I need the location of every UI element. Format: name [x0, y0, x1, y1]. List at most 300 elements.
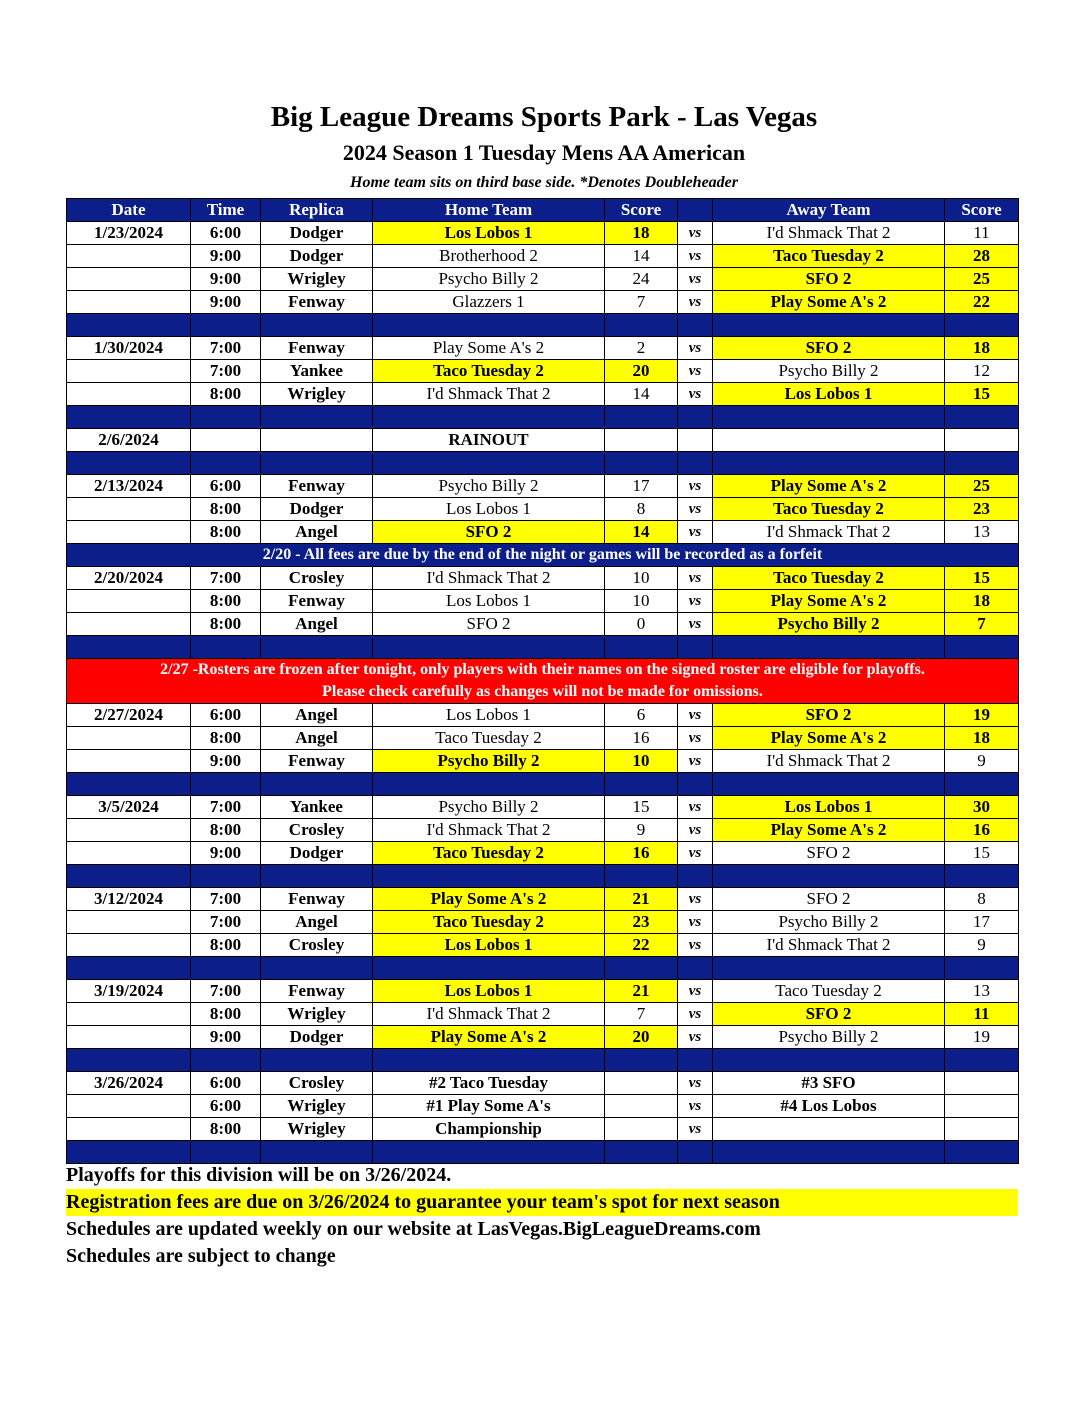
- separator-cell: [945, 773, 1019, 796]
- home-team-cell: SFO 2: [373, 613, 605, 636]
- separator-cell: [945, 957, 1019, 980]
- home-score-cell: 2: [605, 337, 678, 360]
- game-row: [67, 796, 1019, 819]
- separator-cell: [191, 452, 261, 475]
- separator-cell: [605, 865, 678, 888]
- separator-row: [67, 865, 1019, 888]
- game-row: [67, 1003, 1019, 1026]
- home-score-cell: 14: [605, 383, 678, 406]
- game-row: [67, 1118, 1019, 1141]
- away-score-cell: 11: [945, 1003, 1019, 1026]
- game-row: [67, 934, 1019, 957]
- page-title: Big League Dreams Sports Park - Las Vegas: [270, 101, 818, 133]
- game-row: [67, 383, 1019, 406]
- vs-cell: vs: [678, 819, 713, 842]
- away-score-cell: 9: [945, 934, 1019, 957]
- time-cell: 6:00: [191, 704, 261, 727]
- vs-cell: [678, 429, 713, 452]
- date-cell: [67, 498, 191, 521]
- home-score-cell: 6: [605, 704, 678, 727]
- away-team-cell: #4 Los Lobos: [713, 1095, 945, 1118]
- away-team-cell: [713, 429, 945, 452]
- vs-cell: vs: [678, 245, 713, 268]
- replica-cell: Fenway: [261, 980, 373, 1003]
- vs-cell: vs: [678, 291, 713, 314]
- date-cell: [67, 613, 191, 636]
- date-cell: [67, 750, 191, 773]
- game-row: [67, 337, 1019, 360]
- home-score-cell: 21: [605, 980, 678, 1003]
- away-team-cell: I'd Shmack That 2: [713, 934, 945, 957]
- away-score-cell: 15: [945, 567, 1019, 590]
- home-score-cell: [605, 1072, 678, 1095]
- away-team-cell: I'd Shmack That 2: [713, 222, 945, 245]
- away-team-cell: Psycho Billy 2: [713, 911, 945, 934]
- home-score-cell: 14: [605, 245, 678, 268]
- date-cell: [67, 1026, 191, 1049]
- home-score-cell: [605, 1095, 678, 1118]
- separator-cell: [678, 773, 713, 796]
- home-team-cell: #2 Taco Tuesday: [373, 1072, 605, 1095]
- vs-cell: vs: [678, 521, 713, 544]
- date-cell: [67, 842, 191, 865]
- replica-cell: Angel: [261, 727, 373, 750]
- separator-cell: [261, 452, 373, 475]
- home-team-cell: RAINOUT: [373, 429, 605, 452]
- away-team-cell: Taco Tuesday 2: [713, 245, 945, 268]
- away-team-cell: Play Some A's 2: [713, 291, 945, 314]
- away-team-cell: SFO 2: [713, 337, 945, 360]
- home-team-cell: I'd Shmack That 2: [373, 567, 605, 590]
- vs-cell: vs: [678, 911, 713, 934]
- date-cell: [67, 911, 191, 934]
- time-cell: 7:00: [191, 888, 261, 911]
- home-team-cell: Brotherhood 2: [373, 245, 605, 268]
- away-team-cell: Psycho Billy 2: [713, 1026, 945, 1049]
- date-cell: 2/6/2024: [67, 429, 191, 452]
- separator-cell: [67, 452, 191, 475]
- separator-cell: [945, 636, 1019, 659]
- date-cell: 3/26/2024: [67, 1072, 191, 1095]
- vs-cell: vs: [678, 727, 713, 750]
- game-row: [67, 727, 1019, 750]
- date-cell: [67, 521, 191, 544]
- separator-row: [67, 314, 1019, 337]
- away-score-cell: 22: [945, 291, 1019, 314]
- date-cell: 3/5/2024: [67, 796, 191, 819]
- away-score-cell: 17: [945, 911, 1019, 934]
- time-cell: 9:00: [191, 750, 261, 773]
- home-score-cell: 9: [605, 819, 678, 842]
- replica-cell: Angel: [261, 521, 373, 544]
- separator-cell: [373, 452, 605, 475]
- time-cell: 6:00: [191, 475, 261, 498]
- replica-cell: Crosley: [261, 1072, 373, 1095]
- separator-cell: [678, 406, 713, 429]
- home-score-cell: 16: [605, 727, 678, 750]
- replica-cell: Dodger: [261, 842, 373, 865]
- time-cell: 7:00: [191, 796, 261, 819]
- separator-cell: [191, 865, 261, 888]
- replica-cell: Fenway: [261, 888, 373, 911]
- home-team-cell: Los Lobos 1: [373, 498, 605, 521]
- replica-cell: Angel: [261, 613, 373, 636]
- separator-cell: [261, 314, 373, 337]
- separator-cell: [373, 636, 605, 659]
- game-row: [67, 613, 1019, 636]
- away-team-cell: #3 SFO: [713, 1072, 945, 1095]
- replica-cell: Wrigley: [261, 268, 373, 291]
- separator-cell: [67, 636, 191, 659]
- replica-cell: Crosley: [261, 567, 373, 590]
- game-row: [67, 498, 1019, 521]
- vs-cell: vs: [678, 498, 713, 521]
- separator-row: [67, 957, 1019, 980]
- time-cell: 6:00: [191, 1095, 261, 1118]
- home-score-cell: 14: [605, 521, 678, 544]
- replica-cell: [261, 429, 373, 452]
- away-score-cell: 18: [945, 590, 1019, 613]
- home-score-cell: [605, 429, 678, 452]
- vs-cell: vs: [678, 383, 713, 406]
- time-cell: 8:00: [191, 819, 261, 842]
- home-team-cell: I'd Shmack That 2: [373, 1003, 605, 1026]
- home-score-cell: 22: [605, 934, 678, 957]
- vs-cell: vs: [678, 1026, 713, 1049]
- game-row: [67, 291, 1019, 314]
- time-cell: 9:00: [191, 245, 261, 268]
- away-team-cell: SFO 2: [713, 888, 945, 911]
- game-row: [67, 567, 1019, 590]
- vs-cell: vs: [678, 934, 713, 957]
- separator-row: [67, 452, 1019, 475]
- game-row: [67, 1026, 1019, 1049]
- away-score-cell: 18: [945, 727, 1019, 750]
- home-score-cell: 16: [605, 842, 678, 865]
- away-score-cell: [945, 1118, 1019, 1141]
- replica-cell: Yankee: [261, 360, 373, 383]
- away-team-cell: SFO 2: [713, 268, 945, 291]
- home-team-cell: Los Lobos 1: [373, 590, 605, 613]
- home-score-cell: 20: [605, 360, 678, 383]
- separator-cell: [678, 314, 713, 337]
- home-team-cell: Play Some A's 2: [373, 888, 605, 911]
- vs-cell: vs: [678, 888, 713, 911]
- away-score-cell: 7: [945, 613, 1019, 636]
- separator-cell: [713, 406, 945, 429]
- date-cell: 3/12/2024: [67, 888, 191, 911]
- home-team-cell: SFO 2: [373, 521, 605, 544]
- time-cell: 8:00: [191, 934, 261, 957]
- vs-cell: vs: [678, 337, 713, 360]
- game-row: [67, 590, 1019, 613]
- separator-cell: [605, 636, 678, 659]
- time-cell: [191, 429, 261, 452]
- vs-cell: vs: [678, 842, 713, 865]
- home-team-cell: Psycho Billy 2: [373, 475, 605, 498]
- home-team-cell: Taco Tuesday 2: [373, 727, 605, 750]
- away-score-cell: 9: [945, 750, 1019, 773]
- separator-cell: [261, 636, 373, 659]
- separator-cell: [713, 865, 945, 888]
- date-cell: 2/20/2024: [67, 567, 191, 590]
- home-score-cell: 8: [605, 498, 678, 521]
- time-cell: 9:00: [191, 291, 261, 314]
- separator-cell: [713, 1141, 945, 1164]
- replica-cell: Dodger: [261, 1026, 373, 1049]
- time-cell: 7:00: [191, 911, 261, 934]
- schedule-table: [66, 198, 1019, 1164]
- home-score-cell: 7: [605, 291, 678, 314]
- replica-cell: Fenway: [261, 750, 373, 773]
- vs-cell: vs: [678, 360, 713, 383]
- separator-cell: [678, 636, 713, 659]
- away-team-cell: I'd Shmack That 2: [713, 521, 945, 544]
- date-cell: 3/19/2024: [67, 980, 191, 1003]
- time-cell: 6:00: [191, 222, 261, 245]
- replica-cell: Dodger: [261, 222, 373, 245]
- replica-cell: Crosley: [261, 819, 373, 842]
- column-header-time: Time: [191, 199, 261, 222]
- separator-cell: [261, 406, 373, 429]
- home-team-cell: Psycho Billy 2: [373, 796, 605, 819]
- home-team-cell: Taco Tuesday 2: [373, 842, 605, 865]
- separator-cell: [191, 1049, 261, 1072]
- away-score-cell: 28: [945, 245, 1019, 268]
- away-team-cell: SFO 2: [713, 842, 945, 865]
- home-score-cell: 0: [605, 613, 678, 636]
- home-score-cell: 7: [605, 1003, 678, 1026]
- vs-cell: vs: [678, 1095, 713, 1118]
- away-team-cell: Los Lobos 1: [713, 796, 945, 819]
- separator-cell: [373, 406, 605, 429]
- time-cell: 7:00: [191, 567, 261, 590]
- vs-cell: vs: [678, 704, 713, 727]
- time-cell: 9:00: [191, 1026, 261, 1049]
- away-score-cell: 15: [945, 842, 1019, 865]
- game-row: [67, 475, 1019, 498]
- away-team-cell: Taco Tuesday 2: [713, 498, 945, 521]
- away-score-cell: 15: [945, 383, 1019, 406]
- separator-cell: [713, 1049, 945, 1072]
- replica-cell: Crosley: [261, 934, 373, 957]
- game-row: [67, 429, 1019, 452]
- separator-cell: [261, 865, 373, 888]
- time-cell: 8:00: [191, 590, 261, 613]
- date-cell: [67, 245, 191, 268]
- time-cell: 8:00: [191, 727, 261, 750]
- separator-cell: [373, 1049, 605, 1072]
- away-team-cell: I'd Shmack That 2: [713, 750, 945, 773]
- separator-cell: [605, 452, 678, 475]
- footer-registration-note: Registration fees are due on 3/26/2024 to guarantee your team's spot for next season: [66, 1189, 1018, 1216]
- home-score-cell: 24: [605, 268, 678, 291]
- replica-cell: Wrigley: [261, 1003, 373, 1026]
- home-score-cell: 20: [605, 1026, 678, 1049]
- separator-cell: [373, 773, 605, 796]
- column-header-date: Date: [67, 199, 191, 222]
- time-cell: 8:00: [191, 613, 261, 636]
- separator-cell: [678, 865, 713, 888]
- separator-cell: [373, 865, 605, 888]
- vs-cell: vs: [678, 613, 713, 636]
- home-team-cell: I'd Shmack That 2: [373, 383, 605, 406]
- separator-cell: [713, 314, 945, 337]
- away-team-cell: SFO 2: [713, 1003, 945, 1026]
- column-header-home-score: Score: [605, 199, 678, 222]
- away-team-cell: Los Lobos 1: [713, 383, 945, 406]
- away-score-cell: 8: [945, 888, 1019, 911]
- vs-cell: vs: [678, 1072, 713, 1095]
- date-cell: [67, 1095, 191, 1118]
- replica-cell: Fenway: [261, 590, 373, 613]
- separator-cell: [191, 773, 261, 796]
- away-team-cell: Play Some A's 2: [713, 819, 945, 842]
- date-cell: 2/27/2024: [67, 704, 191, 727]
- footer-change-note: Schedules are subject to change: [66, 1245, 336, 1267]
- date-cell: [67, 819, 191, 842]
- replica-cell: Dodger: [261, 498, 373, 521]
- time-cell: 8:00: [191, 383, 261, 406]
- column-header-replica: Replica: [261, 199, 373, 222]
- fees-banner-row: [67, 544, 1019, 567]
- date-cell: 1/23/2024: [67, 222, 191, 245]
- time-cell: 7:00: [191, 337, 261, 360]
- date-cell: 1/30/2024: [67, 337, 191, 360]
- time-cell: 9:00: [191, 268, 261, 291]
- separator-row: [67, 406, 1019, 429]
- time-cell: 9:00: [191, 842, 261, 865]
- vs-cell: vs: [678, 590, 713, 613]
- away-team-cell: Psycho Billy 2: [713, 360, 945, 383]
- separator-cell: [605, 1049, 678, 1072]
- away-score-cell: 18: [945, 337, 1019, 360]
- vs-cell: vs: [678, 475, 713, 498]
- replica-cell: Wrigley: [261, 1095, 373, 1118]
- separator-row: [67, 1049, 1019, 1072]
- separator-cell: [678, 452, 713, 475]
- separator-cell: [261, 773, 373, 796]
- time-cell: 8:00: [191, 1118, 261, 1141]
- separator-cell: [67, 1141, 191, 1164]
- separator-cell: [191, 636, 261, 659]
- separator-cell: [373, 957, 605, 980]
- home-score-cell: 10: [605, 567, 678, 590]
- away-score-cell: [945, 1095, 1019, 1118]
- column-header-vs: [678, 199, 713, 222]
- away-score-cell: 25: [945, 268, 1019, 291]
- replica-cell: Fenway: [261, 475, 373, 498]
- time-cell: 6:00: [191, 1072, 261, 1095]
- date-cell: [67, 590, 191, 613]
- vs-cell: vs: [678, 268, 713, 291]
- separator-cell: [67, 957, 191, 980]
- away-team-cell: Play Some A's 2: [713, 590, 945, 613]
- vs-cell: vs: [678, 796, 713, 819]
- away-score-cell: 11: [945, 222, 1019, 245]
- separator-cell: [605, 1141, 678, 1164]
- separator-cell: [605, 957, 678, 980]
- separator-row: [67, 636, 1019, 659]
- column-header-away-team: Away Team: [713, 199, 945, 222]
- separator-cell: [605, 314, 678, 337]
- home-team-cell: Los Lobos 1: [373, 704, 605, 727]
- vs-cell: vs: [678, 980, 713, 1003]
- separator-cell: [261, 1049, 373, 1072]
- separator-cell: [261, 1141, 373, 1164]
- game-row: [67, 842, 1019, 865]
- away-team-cell: Taco Tuesday 2: [713, 980, 945, 1003]
- separator-cell: [945, 314, 1019, 337]
- page-subtitle: 2024 Season 1 Tuesday Mens AA American: [342, 140, 746, 165]
- vs-cell: vs: [678, 567, 713, 590]
- separator-cell: [191, 314, 261, 337]
- game-row: [67, 704, 1019, 727]
- home-score-cell: [605, 1118, 678, 1141]
- footer-website-note: Schedules are updated weekly on our website at LasVegas.BigLeagueDreams.com: [66, 1218, 761, 1240]
- away-team-cell: Play Some A's 2: [713, 475, 945, 498]
- away-team-cell: Play Some A's 2: [713, 727, 945, 750]
- replica-cell: Angel: [261, 911, 373, 934]
- home-team-cell: Championship: [373, 1118, 605, 1141]
- time-cell: 7:00: [191, 360, 261, 383]
- separator-cell: [678, 1049, 713, 1072]
- home-team-cell: Los Lobos 1: [373, 222, 605, 245]
- away-score-cell: 30: [945, 796, 1019, 819]
- separator-cell: [67, 314, 191, 337]
- replica-cell: Wrigley: [261, 1118, 373, 1141]
- game-row: [67, 245, 1019, 268]
- separator-cell: [191, 406, 261, 429]
- replica-cell: Fenway: [261, 337, 373, 360]
- game-row: [67, 750, 1019, 773]
- vs-cell: vs: [678, 750, 713, 773]
- home-score-cell: 10: [605, 750, 678, 773]
- date-cell: 2/13/2024: [67, 475, 191, 498]
- date-cell: [67, 291, 191, 314]
- time-cell: 8:00: [191, 498, 261, 521]
- separator-cell: [261, 957, 373, 980]
- replica-cell: Yankee: [261, 796, 373, 819]
- vs-cell: vs: [678, 222, 713, 245]
- time-cell: 7:00: [191, 980, 261, 1003]
- home-score-cell: 18: [605, 222, 678, 245]
- game-row: [67, 268, 1019, 291]
- separator-cell: [191, 957, 261, 980]
- game-row: [67, 911, 1019, 934]
- separator-cell: [945, 1049, 1019, 1072]
- away-score-cell: 19: [945, 1026, 1019, 1049]
- date-cell: [67, 383, 191, 406]
- separator-cell: [713, 773, 945, 796]
- separator-cell: [67, 773, 191, 796]
- page-note: Home team sits on third base side. *Denotes Doubleheader: [350, 174, 738, 191]
- separator-cell: [945, 452, 1019, 475]
- away-team-cell: Psycho Billy 2: [713, 613, 945, 636]
- column-header-away-score: Score: [945, 199, 1019, 222]
- separator-cell: [945, 406, 1019, 429]
- separator-row: [67, 1141, 1019, 1164]
- separator-row: [67, 773, 1019, 796]
- separator-cell: [713, 452, 945, 475]
- separator-cell: [67, 406, 191, 429]
- away-score-cell: [945, 1072, 1019, 1095]
- separator-cell: [67, 865, 191, 888]
- home-score-cell: 15: [605, 796, 678, 819]
- separator-cell: [678, 957, 713, 980]
- game-row: [67, 360, 1019, 383]
- game-row: [67, 980, 1019, 1003]
